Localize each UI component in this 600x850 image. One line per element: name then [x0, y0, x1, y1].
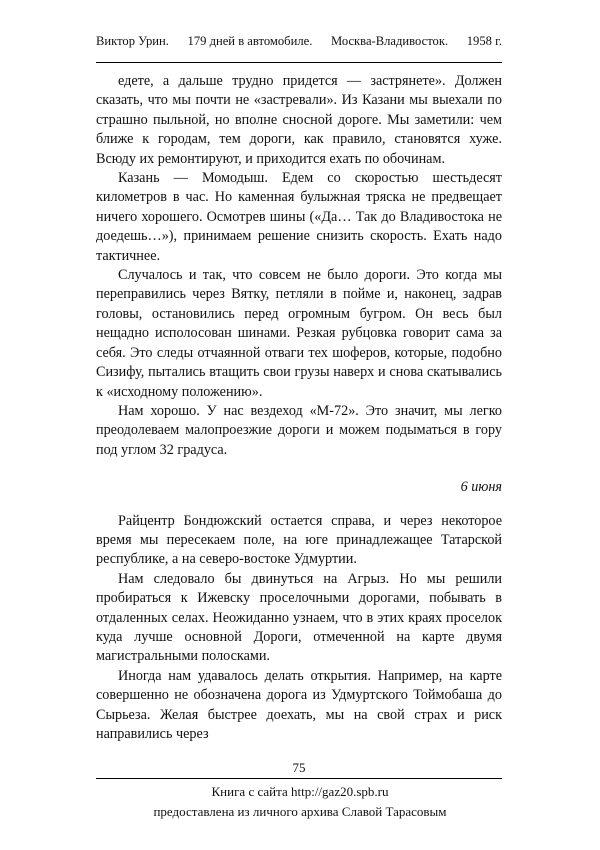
header-author: Виктор Урин.: [96, 34, 169, 48]
diary-date: 6 июня: [460, 479, 502, 496]
header-title: 179 дней в автомобиле.: [187, 34, 313, 48]
paragraph: Казань — Момодыш. Едем со скоростью шестьдесят километров в час. Но каменная булыжная тряска не предвещает ничего хорошего. Осмотрев шины («Да… Так до Владивостока не доедешь…»), принимаем решение снизить скорость. Ехать надо тактичнее.: [96, 170, 502, 264]
footer-line-credit: предоставлена из личного архива Славой Тарасовым: [153, 804, 447, 819]
header-route: Москва-Владивосток.: [330, 34, 449, 48]
paragraph: Райцентр Бондюжский остается справа, и через некоторое время мы пересекаем поле, на юге принадлежащее Татарской республике, а на северо-востоке Удмуртии.: [96, 512, 502, 568]
footer-rule: [96, 778, 502, 779]
paragraph: Иногда нам удавалось делать открытия. Например, на карте совершенно не обозначена дорога из Удмуртского Тоймобаша до Сырьеза. Желая быстрее доехать, мы на свой страх и риск направились через: [96, 667, 502, 742]
footer-line-source: Книга с сайта http://gaz20.spb.ru: [211, 784, 389, 799]
paragraph: едете, а дальше трудно придется — застрянете». Должен сказать, что мы почти не «застревали». Из Казани мы выехали по страшно пыльной, но вполне сносной дороге. Мы заметили: чем ближе к городам, тем дороги, как правило, становятся хуже. Всюду их ремонтируют, и приходится ехать по обочинам.: [96, 73, 502, 167]
page-body: [96, 72, 502, 744]
header-year: 1958 г.: [466, 34, 502, 48]
page-number: 75: [292, 760, 306, 775]
footer-credit: [40, 782, 560, 822]
paragraph: Нам следовало бы двинуться на Агрыз. Но мы решили пробираться к Ижевску проселочными дорогами, побывать в отдаленных селах. Неожиданно узнаем, что в этих краях проселок куда лучше основной Дороги, отмеченной на карте двумя магистральными полосками.: [96, 570, 502, 665]
running-header: [96, 34, 502, 49]
header-rule: [96, 62, 502, 63]
paragraph: Случалось и так, что совсем не было дороги. Это когда мы переправились через Вятку, петляли в пойме и, наконец, задрав головы, остановились перед огромным бугром. Он весь был нещадно исполосован шинами. Резкая рубцовка говорит сама за себя. Это следы отчаянной отваги тех шоферов, которые, подобно Сизифу, пытались втащить свои грузы наверх и снова скатывались к «исходному положению».: [96, 267, 502, 400]
paragraph: Нам хорошо. У нас вездеход «М-72». Это значит, мы легко преодолеваем малопроезжие дороги и можем подыматься в гору под углом 32 градуса.: [96, 402, 502, 458]
